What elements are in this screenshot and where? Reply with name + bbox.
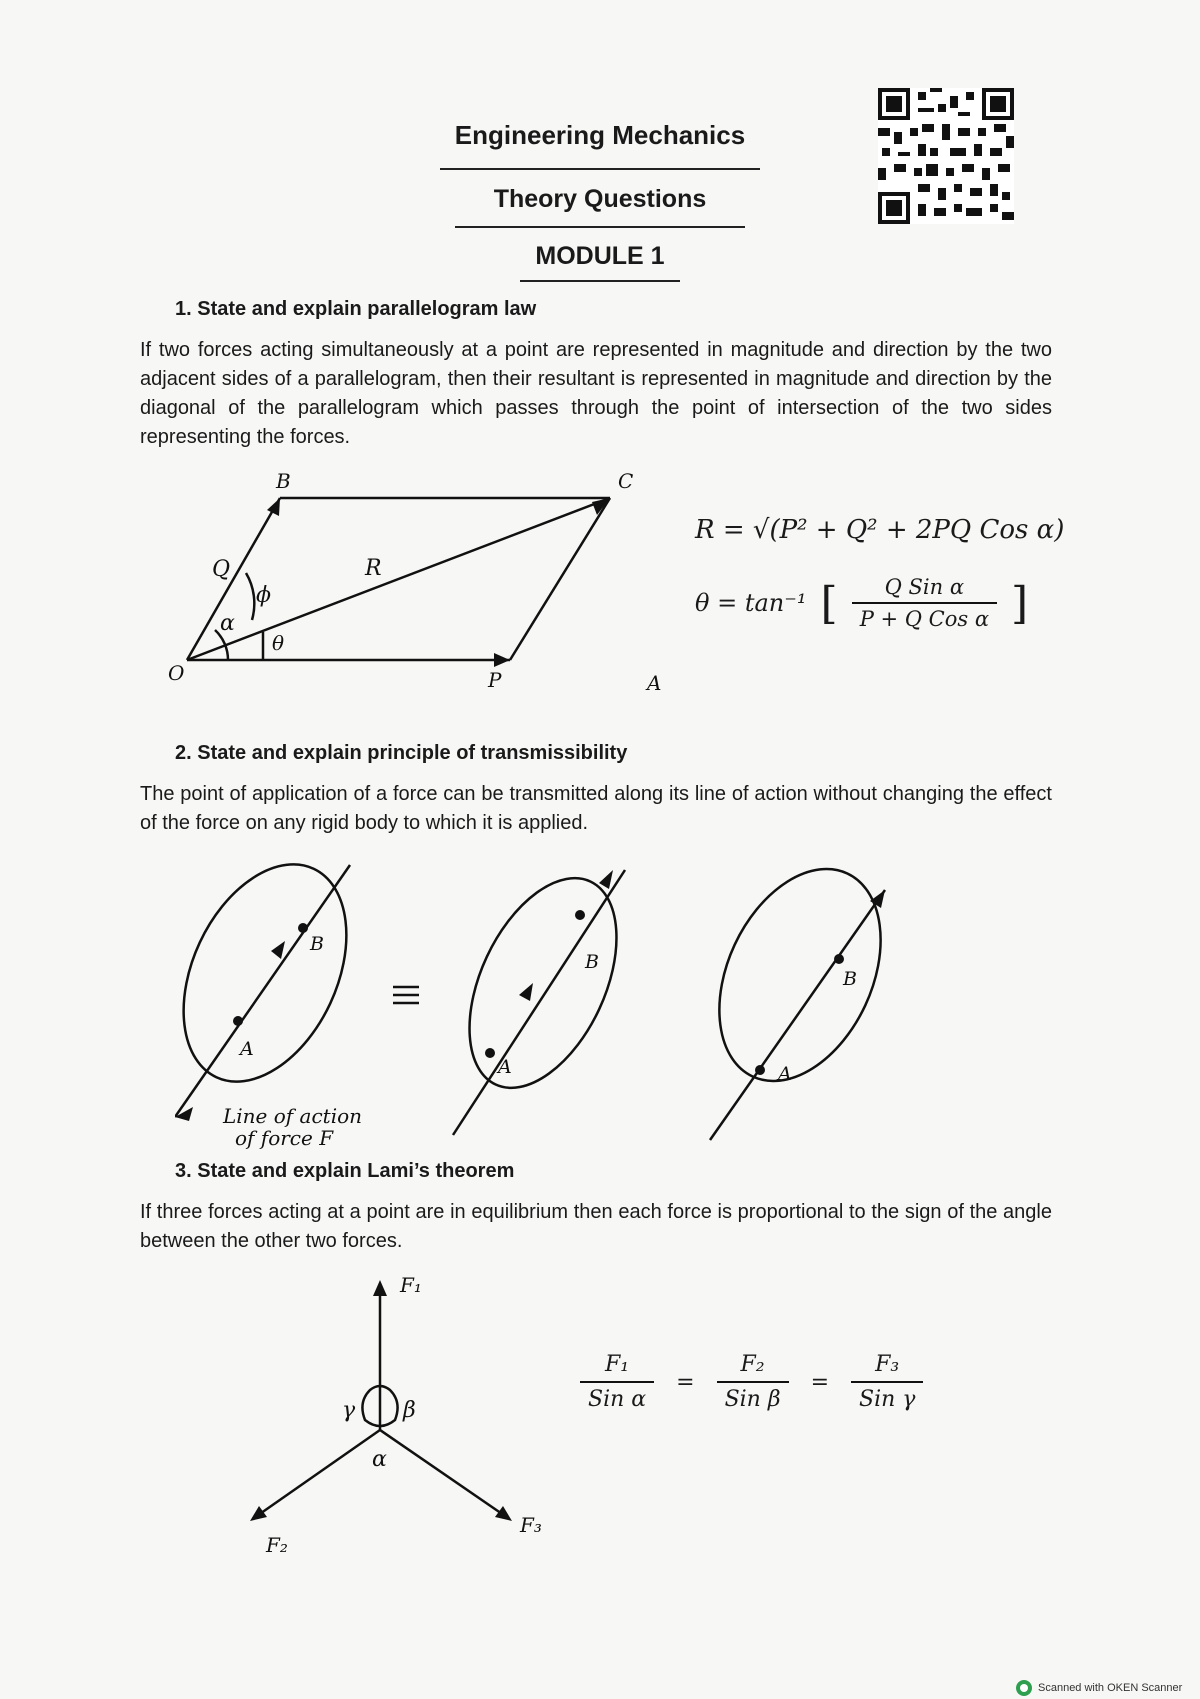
label-B-3: B bbox=[843, 968, 857, 990]
label-F2: F₂ bbox=[266, 1533, 288, 1557]
label-alpha: α bbox=[220, 611, 235, 636]
label-B-2: B bbox=[585, 951, 599, 973]
fraction-2 bbox=[717, 1352, 789, 1412]
theta-numerator: Q Sin α bbox=[884, 575, 965, 599]
module-text: MODULE 1 bbox=[535, 242, 665, 270]
label-C: C bbox=[618, 470, 634, 493]
label-B-1: B bbox=[310, 933, 324, 955]
scanner-footer bbox=[1016, 1680, 1182, 1696]
question-3-heading bbox=[175, 1160, 514, 1183]
title-underline bbox=[440, 168, 760, 170]
bracket-left: [ bbox=[820, 577, 838, 629]
label-F3: F₃ bbox=[520, 1513, 542, 1537]
arrow-Q bbox=[267, 498, 280, 516]
equals-2: = bbox=[810, 1369, 830, 1395]
line-note-2: of force F bbox=[235, 1126, 334, 1150]
angle-phi-arc bbox=[246, 573, 254, 620]
rigid-body-2 bbox=[439, 855, 646, 1110]
equals-1: = bbox=[676, 1369, 695, 1395]
label-A-2: A bbox=[498, 1056, 512, 1078]
q1-heading-text: 1. State and explain parallelogram law bbox=[175, 298, 537, 320]
rigid-body-1 bbox=[175, 855, 379, 1108]
module-underline bbox=[520, 280, 680, 282]
label-phi: ϕ bbox=[256, 583, 271, 608]
arrow-P bbox=[494, 653, 510, 667]
fraction-2-num: F₂ bbox=[740, 1352, 765, 1377]
transmissibility-diagram bbox=[175, 855, 955, 1155]
label-A-3: A bbox=[778, 1063, 792, 1085]
question-1-heading bbox=[175, 298, 536, 321]
parallelogram-diagram bbox=[160, 470, 720, 700]
theta-denominator: P + Q Cos α bbox=[852, 602, 997, 631]
arrow-F3 bbox=[495, 1506, 512, 1521]
fraction-1-den: Sin α bbox=[580, 1381, 654, 1412]
point-A-2 bbox=[485, 1048, 495, 1058]
oken-logo-icon bbox=[1016, 1680, 1032, 1696]
formula-theta bbox=[695, 575, 1028, 631]
fraction-3 bbox=[851, 1352, 923, 1412]
line-of-action-1 bbox=[175, 865, 350, 1117]
label-theta: θ bbox=[272, 631, 285, 655]
fraction-3-num: F₃ bbox=[875, 1352, 900, 1377]
label-B: B bbox=[276, 470, 291, 493]
force-F2 bbox=[254, 1430, 380, 1518]
label-gamma: γ bbox=[342, 1398, 356, 1423]
q2-body-text: The point of application of a force can be transmitted along its line of action without changing the effect of the force on any rigid body to which it is applied. bbox=[140, 783, 1052, 834]
arrow-1 bbox=[271, 941, 285, 959]
theta-fraction bbox=[852, 575, 997, 631]
module-heading bbox=[505, 242, 695, 271]
label-F1: F₁ bbox=[400, 1273, 422, 1297]
arrow-F1 bbox=[373, 1280, 387, 1296]
line-of-action-2 bbox=[453, 870, 625, 1135]
point-B-3 bbox=[834, 954, 844, 964]
q3-heading-text: 3. State and explain Lami’s theorem bbox=[175, 1160, 515, 1182]
fraction-1 bbox=[580, 1352, 654, 1412]
label-A-1: A bbox=[240, 1038, 254, 1060]
lami-diagram bbox=[230, 1270, 560, 1560]
title-text: Engineering Mechanics bbox=[454, 120, 746, 150]
arrow-F2 bbox=[250, 1506, 267, 1521]
qr-code-icon bbox=[878, 88, 1014, 224]
question-2-body bbox=[140, 780, 1052, 838]
fraction-3-den: Sin γ bbox=[851, 1381, 923, 1412]
line-note-1: Line of action bbox=[223, 1104, 363, 1128]
fraction-2-den: Sin β bbox=[717, 1381, 789, 1412]
force-F3 bbox=[380, 1430, 508, 1518]
label-O: O bbox=[168, 661, 185, 685]
question-2-heading bbox=[175, 742, 627, 765]
subtitle-text: Theory Questions bbox=[493, 185, 707, 213]
side-AC bbox=[510, 498, 610, 660]
page-subtitle bbox=[450, 185, 750, 214]
line-of-action-3 bbox=[710, 890, 885, 1140]
fraction-1-num: F₁ bbox=[605, 1352, 630, 1377]
subtitle-underline bbox=[455, 226, 745, 228]
arrow-2a bbox=[519, 983, 533, 1001]
question-1-body bbox=[140, 336, 1052, 452]
scanner-text: Scanned with OKEN Scanner bbox=[1038, 1682, 1183, 1694]
q2-heading-text: 2. State and explain principle of transmissibility bbox=[175, 742, 628, 764]
arrow-2b bbox=[599, 870, 613, 889]
label-alpha: α bbox=[372, 1447, 387, 1472]
q1-body-text: If two forces acting simultaneously at a point are represented in magnitude and direction by the two adjacent sides of a parallelogram, then their resultant is represented in magnitude and direction by the diagonal of the parallelogram which passes through the point of intersection of the two sides representing the forces. bbox=[140, 339, 1052, 448]
label-A: A bbox=[647, 671, 662, 695]
point-B-2 bbox=[575, 910, 585, 920]
formula-R-text: R = √(P² + Q² + 2PQ Cos α) bbox=[695, 515, 1065, 545]
page-title bbox=[430, 120, 770, 151]
label-Q: Q bbox=[212, 557, 231, 582]
formula-theta-prefix: θ = tan⁻¹ bbox=[695, 589, 807, 617]
formula-resultant bbox=[695, 515, 1064, 545]
point-B-1 bbox=[298, 923, 308, 933]
bracket-right: ] bbox=[1011, 577, 1029, 629]
lami-formula bbox=[580, 1352, 923, 1412]
label-beta: β bbox=[403, 1398, 416, 1423]
point-A-3 bbox=[755, 1065, 765, 1075]
label-R: R bbox=[365, 556, 382, 581]
point-A-1 bbox=[233, 1016, 243, 1026]
question-3-body bbox=[140, 1198, 1052, 1256]
label-P: P bbox=[488, 668, 502, 692]
q3-body-text: If three forces acting at a point are in equilibrium then each force is proportional to the sign of the angle between the other two forces. bbox=[140, 1201, 1052, 1252]
rigid-body-3 bbox=[687, 855, 912, 1107]
